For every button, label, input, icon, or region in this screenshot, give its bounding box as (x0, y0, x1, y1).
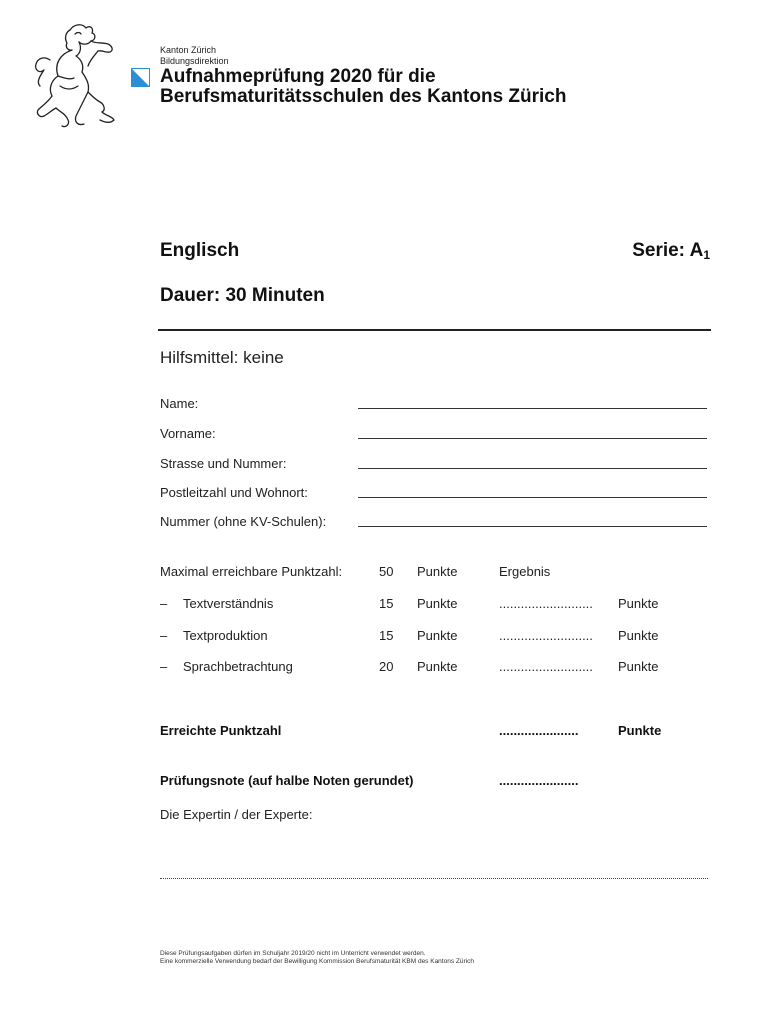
footer-note-2: Eine kommerzielle Verwendung bedarf der Bewilligung Kommission Berufsmaturität KBM des Kantons Zürich (160, 958, 474, 965)
grade-label: Prüfungsnote (auf halbe Noten gerundet) (160, 773, 414, 788)
row-unit-writing: Punkte (417, 628, 458, 643)
authority-directorate: Bildungsdirektion (160, 56, 229, 66)
row-points-reading: 15 (379, 596, 394, 611)
row-result-unit-writing: Punkte (618, 628, 659, 643)
row-label-writing: Textproduktion (183, 628, 268, 643)
field-line-postal-city[interactable] (358, 497, 707, 498)
authority-canton: Kanton Zürich (160, 45, 217, 55)
field-label-number: Nummer (ohne KV-Schulen): (160, 514, 327, 529)
row-result-unit-language: Punkte (618, 659, 659, 674)
reached-points-unit: Punkte (618, 723, 662, 738)
expert-signature-line[interactable] (160, 878, 708, 879)
row-dash: – (160, 659, 168, 674)
max-points-value: 50 (379, 564, 394, 579)
row-dash: – (160, 628, 168, 643)
footer-note-1: Diese Prüfungsaufgaben dürfen im Schuljahr 2019/20 nicht im Unterricht verwendet werden. (160, 950, 426, 957)
max-points-label: Maximal erreichbare Punktzahl: (160, 564, 343, 579)
row-label-reading: Textverständnis (183, 596, 274, 611)
field-line-name[interactable] (358, 408, 707, 409)
field-label-street: Strasse und Nummer: (160, 456, 287, 471)
reached-points-dots[interactable]: ...................... (499, 723, 579, 738)
document-title (160, 67, 566, 107)
exam-subject: Englisch (160, 240, 240, 261)
divider (158, 329, 711, 331)
row-dash: – (160, 596, 168, 611)
series-subscript: 1 (703, 248, 710, 262)
document-title-line2: Berufsmaturitätsschulen des Kantons Zürich (160, 86, 567, 107)
zurich-lion-icon (30, 20, 122, 132)
reached-points-label: Erreichte Punktzahl (160, 723, 282, 738)
field-label-name: Name: (160, 396, 199, 411)
series-label: Serie: A (632, 240, 704, 261)
row-result-writing[interactable]: .......................... (499, 628, 593, 643)
document-title-line1: Aufnahmeprüfung 2020 für die (160, 66, 436, 87)
authority-header (160, 45, 229, 67)
field-line-first-name[interactable] (358, 438, 707, 439)
allowed-aids: Hilfsmittel: keine (160, 348, 284, 367)
row-unit-reading: Punkte (417, 596, 458, 611)
grade-dots[interactable]: ...................... (499, 773, 579, 788)
result-header: Ergebnis (499, 564, 551, 579)
row-result-unit-reading: Punkte (618, 596, 659, 611)
field-line-number[interactable] (358, 526, 707, 527)
field-label-first-name: Vorname: (160, 426, 216, 441)
row-points-writing: 15 (379, 628, 394, 643)
max-points-unit: Punkte (417, 564, 458, 579)
field-label-postal-city: Postleitzahl und Wohnort: (160, 485, 308, 500)
row-result-reading[interactable]: .......................... (499, 596, 593, 611)
exam-duration: Dauer: 30 Minuten (160, 285, 325, 306)
expert-label: Die Expertin / der Experte: (160, 807, 313, 822)
row-label-language: Sprachbetrachtung (183, 659, 293, 674)
field-line-street[interactable] (358, 468, 707, 469)
row-unit-language: Punkte (417, 659, 458, 674)
zurich-flag-icon (131, 68, 150, 87)
row-result-language[interactable]: .......................... (499, 659, 593, 674)
row-points-language: 20 (379, 659, 394, 674)
exam-series (632, 240, 710, 262)
